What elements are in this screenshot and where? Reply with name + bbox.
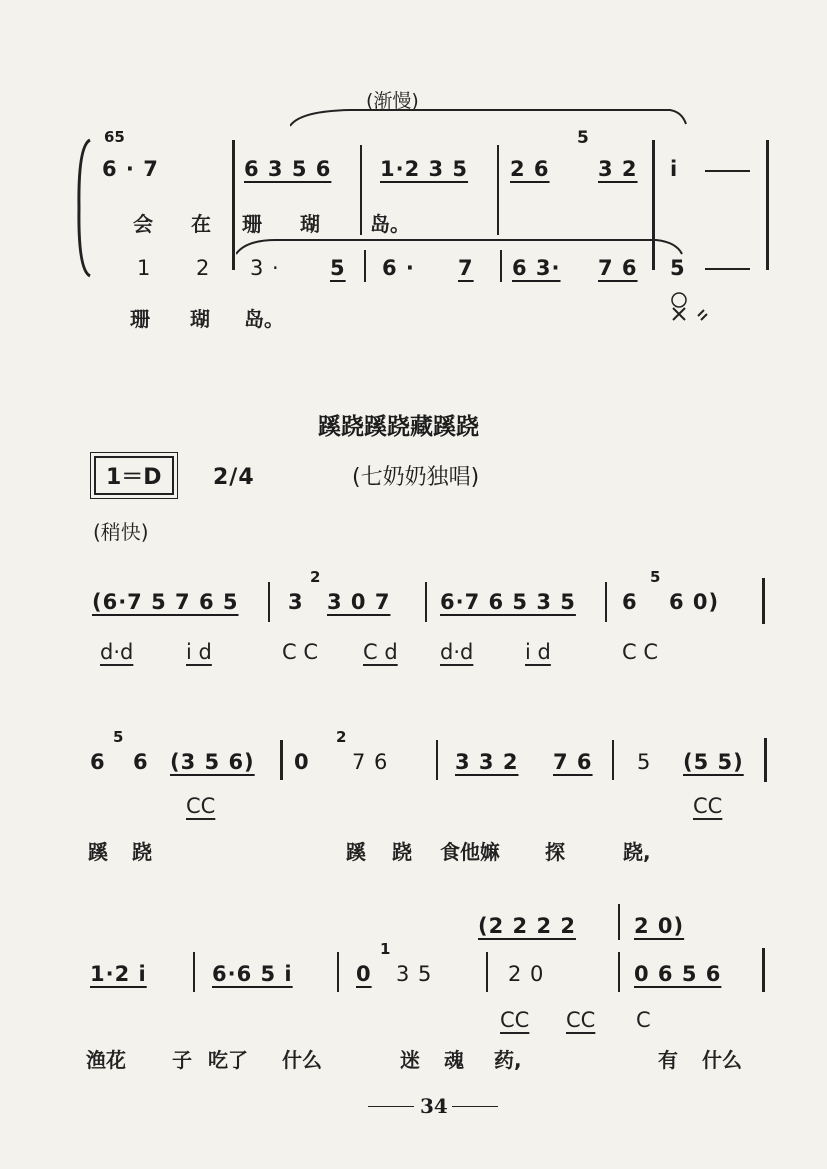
barline bbox=[612, 740, 614, 780]
barline bbox=[436, 740, 438, 780]
song-title: 蹊跷蹊跷藏蹊跷 bbox=[318, 414, 479, 440]
lyric: 什么 bbox=[702, 1048, 742, 1072]
page-number: 34 bbox=[420, 1094, 448, 1118]
perc: CC bbox=[500, 1008, 530, 1032]
end-barline bbox=[762, 948, 765, 992]
grace-note: 2 bbox=[310, 568, 321, 586]
grace-note: 5 bbox=[577, 128, 589, 148]
barline bbox=[618, 904, 620, 940]
lyric: 蹊 bbox=[346, 840, 366, 864]
lyric: 探 bbox=[545, 840, 565, 864]
barline bbox=[337, 952, 339, 992]
end-barline bbox=[764, 738, 767, 782]
footer-rule bbox=[368, 1106, 414, 1107]
lyric: 岛。 bbox=[244, 307, 284, 331]
perc: C C bbox=[622, 640, 659, 664]
grace-note: 65 bbox=[104, 128, 125, 146]
notes-r3: 6·6 5 i bbox=[212, 962, 293, 986]
notes-r2: (3 5 6) bbox=[170, 750, 255, 774]
fermata-x-icon bbox=[668, 290, 713, 330]
notes-m3: 1·2 3 5 bbox=[380, 157, 469, 181]
perc: i d bbox=[525, 640, 551, 664]
barline bbox=[280, 740, 283, 780]
lyric: 岛。 bbox=[370, 212, 410, 236]
barline bbox=[486, 952, 488, 992]
grace-note: 5 bbox=[650, 568, 661, 586]
lyric: 迷 bbox=[400, 1048, 420, 1072]
hold-dash bbox=[705, 170, 750, 172]
grace-note: 2 bbox=[336, 728, 347, 746]
barline bbox=[497, 145, 499, 235]
perc: CC bbox=[186, 794, 216, 818]
perc: C bbox=[636, 1008, 651, 1032]
notes-r2: 7 6 bbox=[553, 750, 593, 774]
perc: i d bbox=[186, 640, 212, 664]
barline bbox=[364, 250, 366, 282]
end-barline bbox=[762, 578, 765, 624]
notes-r2: 6 bbox=[133, 750, 149, 774]
barline bbox=[500, 250, 502, 282]
perc: CC bbox=[566, 1008, 596, 1032]
perc: C C bbox=[282, 640, 319, 664]
lyric: 渔花 bbox=[86, 1048, 126, 1072]
notes-r2: 7 6 bbox=[352, 750, 389, 774]
notes-r3: 1·2 i bbox=[90, 962, 147, 986]
perc: d·d bbox=[440, 640, 474, 664]
phrase-slur bbox=[290, 96, 690, 136]
notes-v2: 3 · bbox=[250, 256, 280, 280]
perc: d·d bbox=[100, 640, 134, 664]
barline bbox=[618, 952, 620, 992]
notes-r3: 0 6 5 6 bbox=[634, 962, 722, 986]
barline bbox=[425, 582, 427, 622]
song-subtitle: (七奶奶独唱) bbox=[352, 465, 480, 490]
notes-v2: 1 bbox=[137, 256, 152, 280]
notes-r3: 3 5 bbox=[396, 962, 433, 986]
notes-v2: 7 bbox=[458, 256, 474, 280]
notes-v2: 2 bbox=[196, 256, 211, 280]
perc: C d bbox=[363, 640, 398, 664]
lyric: 药, bbox=[494, 1048, 522, 1072]
notes-r2: (5 5) bbox=[683, 750, 744, 774]
notes-r2: 3 3 2 bbox=[455, 750, 519, 774]
tempo-marking-ritardando: (渐慢) bbox=[366, 90, 419, 112]
notes-v2: 7 6 bbox=[598, 256, 638, 280]
notes-r1-m1: (6·7 5 7 6 5 bbox=[92, 590, 239, 614]
key-signature: 1＝D bbox=[94, 456, 174, 495]
tempo-marking: (稍快) bbox=[93, 520, 149, 544]
notes-r2: 6 bbox=[90, 750, 106, 774]
lyric: 跷 bbox=[132, 840, 152, 864]
lyric: 珊 bbox=[242, 212, 262, 236]
notes-r3: 2 0 bbox=[508, 962, 545, 986]
notes-r3-top: (2 2 2 2 bbox=[478, 914, 576, 938]
barline bbox=[268, 582, 270, 622]
lyric: 什么 bbox=[282, 1048, 322, 1072]
lyric: 魂 bbox=[444, 1048, 464, 1072]
notes-r3-top: 2 0) bbox=[634, 914, 685, 938]
grace-note: 1 bbox=[380, 940, 391, 958]
notes-r1-m4b: 6 0) bbox=[669, 590, 720, 614]
system-bracket bbox=[76, 138, 96, 278]
notes-v2: 6 3· bbox=[512, 256, 561, 280]
notes-r1-m2: 3 bbox=[288, 590, 304, 614]
end-barline bbox=[766, 140, 769, 270]
grace-note: 5 bbox=[113, 728, 124, 746]
lyric: 在 bbox=[191, 212, 211, 236]
lyric: 蹊 bbox=[88, 840, 108, 864]
hold-dash bbox=[705, 268, 750, 270]
notes-r1-m2b: 3 0 7 bbox=[327, 590, 391, 614]
phrase-slur bbox=[236, 236, 686, 258]
notes-m1: 6 · 7 bbox=[102, 157, 159, 181]
lyric: 瑚 bbox=[190, 307, 210, 331]
notes-v2: 5 bbox=[330, 256, 346, 280]
lyric: 吃了 bbox=[208, 1048, 248, 1072]
notes-v2: 6 · bbox=[382, 256, 415, 280]
lyric: 会 bbox=[133, 212, 153, 236]
lyric: 食他嫲 bbox=[440, 840, 500, 864]
notes-m5: i bbox=[670, 157, 679, 181]
notes-r2: 0 bbox=[294, 750, 310, 774]
lyric: 跷 bbox=[392, 840, 412, 864]
notes-r2: 5 bbox=[637, 750, 652, 774]
perc: CC bbox=[693, 794, 723, 818]
notes-m4a: 2 6 bbox=[510, 157, 550, 181]
lyric: 珊 bbox=[130, 307, 150, 331]
notes-r1-m3: 6·7 6 5 3 5 bbox=[440, 590, 576, 614]
barline bbox=[360, 145, 362, 235]
barline bbox=[193, 952, 195, 992]
footer-rule bbox=[452, 1106, 498, 1107]
notes-v2: 5 bbox=[670, 256, 686, 280]
notes-r1-m4: 6 bbox=[622, 590, 638, 614]
lyric: 瑚 bbox=[300, 212, 320, 236]
lyric: 有 bbox=[658, 1048, 678, 1072]
notes-r3: 0 bbox=[356, 962, 372, 986]
barline bbox=[605, 582, 607, 622]
notes-m2: 6 3 5 6 bbox=[244, 157, 332, 181]
time-signature: 2/4 bbox=[213, 465, 255, 490]
barline bbox=[232, 140, 235, 270]
notes-m4b: 3 2 bbox=[598, 157, 638, 181]
lyric: 跷, bbox=[623, 840, 651, 864]
lyric: 子 bbox=[172, 1048, 192, 1072]
